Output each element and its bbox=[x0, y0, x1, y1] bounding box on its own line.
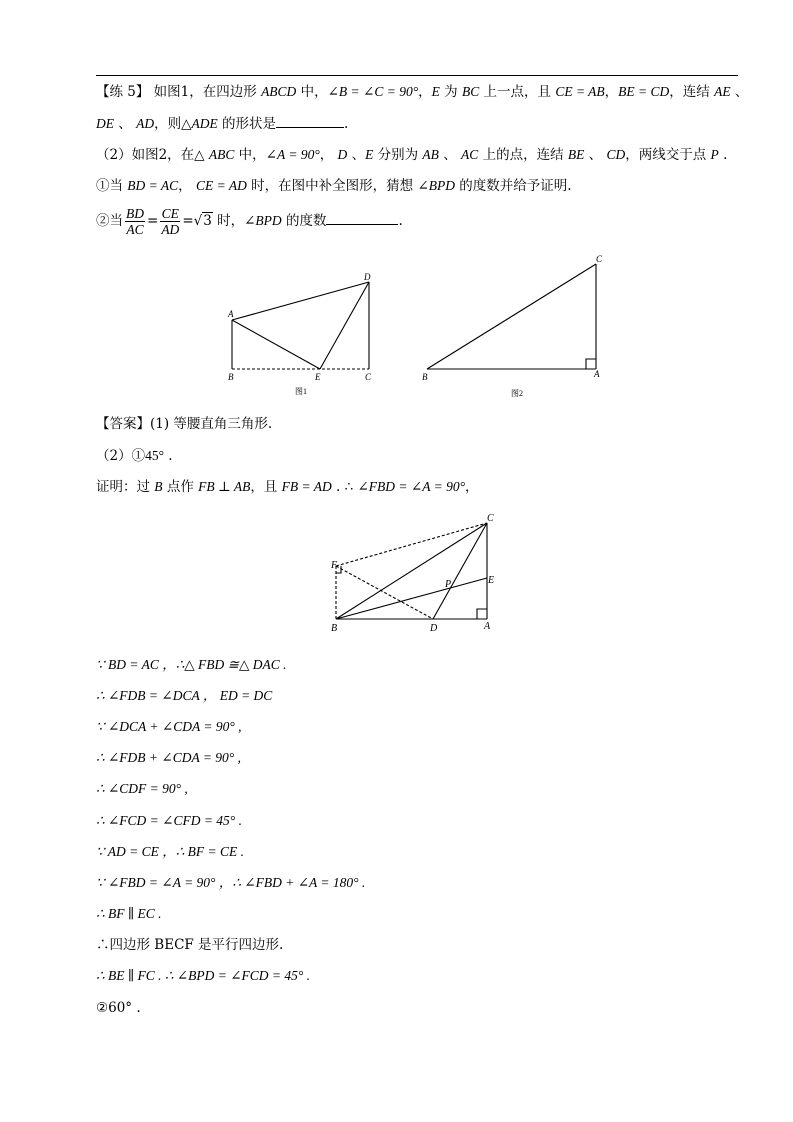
math: FB = AD bbox=[281, 479, 332, 494]
segment-ed bbox=[320, 282, 369, 369]
label-c: C bbox=[596, 254, 603, 264]
text: ， bbox=[178, 178, 196, 194]
problem-line-2 bbox=[96, 115, 348, 133]
text: 时，在图中补全图形，猜想 bbox=[246, 178, 418, 194]
answer-part-2: ②60° . bbox=[96, 1000, 141, 1016]
right-angle-mark bbox=[586, 359, 596, 369]
proof-step-2: ∴ ∠FDB = ∠DCA ， ED = DC bbox=[96, 688, 273, 703]
numerator: CE bbox=[161, 206, 179, 221]
text: 的形状是 bbox=[217, 116, 277, 132]
text: . ∴ bbox=[331, 479, 358, 495]
text: ①当 bbox=[96, 178, 128, 194]
math: BE bbox=[567, 147, 585, 162]
text: 上的点，连结 bbox=[478, 147, 568, 163]
figure-1-caption: 图1 bbox=[295, 387, 307, 396]
label-e: E bbox=[488, 575, 495, 586]
segment-ad bbox=[232, 282, 369, 320]
math: ADE bbox=[191, 116, 218, 131]
segment-fc-dashed bbox=[336, 523, 487, 566]
text: . bbox=[164, 448, 173, 464]
math: D bbox=[337, 147, 348, 162]
radicand: 3 bbox=[203, 213, 212, 229]
math: AE bbox=[714, 84, 731, 99]
math: 45° bbox=[145, 448, 164, 463]
right-angle-mark bbox=[477, 609, 487, 619]
math: P bbox=[710, 147, 719, 162]
math: FB ⊥ AB bbox=[198, 479, 251, 494]
text: 上一点，且 bbox=[479, 84, 556, 100]
math: E bbox=[365, 147, 374, 162]
text: 、 bbox=[438, 147, 462, 163]
math: CE = AB bbox=[555, 84, 605, 99]
radical-sign: √ bbox=[193, 213, 203, 229]
text: 、 bbox=[114, 116, 137, 132]
text: ②当 bbox=[96, 213, 123, 229]
numerator: BD bbox=[126, 206, 144, 221]
label-a: A bbox=[228, 309, 234, 319]
figure-3 bbox=[320, 510, 520, 640]
text: 中， bbox=[234, 147, 266, 163]
segment-bc bbox=[427, 264, 596, 369]
answer-blank bbox=[276, 115, 344, 128]
text: 时， bbox=[212, 213, 245, 229]
math: DE bbox=[96, 116, 114, 131]
text: . bbox=[398, 213, 403, 229]
problem-line-1 bbox=[96, 83, 748, 101]
equals: = bbox=[147, 213, 159, 229]
denominator: AD bbox=[161, 222, 180, 237]
text: 点作 bbox=[162, 479, 199, 495]
text: ， bbox=[604, 84, 619, 100]
math: E bbox=[431, 84, 440, 99]
fraction-bd-ac bbox=[125, 206, 145, 237]
text: . bbox=[718, 147, 728, 163]
label-d: D bbox=[364, 272, 371, 282]
text: ，两线交于点 bbox=[625, 147, 711, 163]
answer-line-2 bbox=[96, 447, 173, 465]
figure-2 bbox=[415, 250, 615, 400]
segment-fd-dashed bbox=[336, 566, 433, 619]
label-a: A bbox=[594, 369, 600, 379]
math: ABC bbox=[208, 147, 235, 162]
text: 中， bbox=[296, 84, 328, 100]
label-e: E bbox=[315, 372, 321, 382]
text: 证明：过 bbox=[96, 479, 155, 495]
text: ， bbox=[465, 479, 479, 495]
label-f: F bbox=[331, 560, 338, 571]
label-c: C bbox=[487, 513, 494, 524]
label-c: C bbox=[365, 372, 372, 382]
denominator: AC bbox=[126, 222, 144, 237]
equals: = bbox=[182, 213, 194, 229]
label-b: B bbox=[228, 372, 234, 382]
math: AC bbox=[461, 147, 479, 162]
proof-step-1: ∵ BD = AC ，∴△ FBD ≅△ DAC . bbox=[96, 657, 287, 672]
text: 、 bbox=[730, 84, 749, 100]
answer-blank bbox=[326, 212, 398, 225]
top-rule bbox=[96, 75, 738, 76]
problem-line-4 bbox=[96, 177, 572, 195]
figure-2-caption: 图2 bbox=[511, 389, 523, 398]
math: CD bbox=[606, 147, 626, 162]
text: 、 bbox=[584, 147, 607, 163]
text: （2）① bbox=[96, 448, 146, 464]
segment-dc bbox=[433, 523, 487, 619]
text: 的度数并给予证明. bbox=[455, 178, 572, 194]
math: ∠BPD bbox=[417, 178, 455, 193]
label-d: D bbox=[430, 623, 438, 634]
label-a: A bbox=[484, 621, 491, 632]
text: ， bbox=[418, 84, 432, 100]
segment-bc bbox=[336, 523, 487, 619]
proof-step-11: ∴ BE ∥ FC . ∴ ∠BPD = ∠FCD = 45° . bbox=[96, 968, 311, 983]
sqrt-3 bbox=[194, 212, 213, 229]
label-b: B bbox=[422, 372, 428, 382]
proof-step-7: ∵ AD = CE ，∴ BF = CE . bbox=[96, 844, 245, 859]
fraction-ce-ad bbox=[160, 206, 180, 237]
math: BC bbox=[461, 84, 480, 99]
proof-step-10: ∴四边形 BECF 是平行四边形. bbox=[96, 937, 284, 953]
text: 为 bbox=[439, 84, 462, 100]
text: ，连结 bbox=[669, 84, 715, 100]
math: B bbox=[154, 479, 163, 494]
segment-be bbox=[336, 578, 487, 619]
text: （2）如图2，在△ bbox=[96, 147, 209, 163]
proof-step-9: ∴ BF ∥ EC . bbox=[96, 906, 162, 921]
text: 【答案】(1) 等腰直角三角形. bbox=[96, 416, 273, 432]
math: AD bbox=[136, 116, 155, 131]
math: ∠B = ∠C = 90° bbox=[327, 84, 419, 99]
text: 、 bbox=[347, 147, 366, 163]
math: BD = AC bbox=[127, 178, 179, 193]
proof-step-5: ∴ ∠CDF = 90° , bbox=[96, 781, 188, 796]
problem-line-3 bbox=[96, 146, 727, 164]
figure-1 bbox=[220, 265, 400, 415]
math: ∠A = 90° bbox=[265, 147, 320, 162]
proof-step-8: ∵ ∠FBD = ∠A = 90° ，∴ ∠FBD + ∠A = 180° . bbox=[96, 875, 366, 890]
problem-line-5 bbox=[96, 205, 403, 237]
text: ，则△ bbox=[154, 116, 192, 132]
text: 【练 5】 如图1，在四边形 bbox=[96, 84, 262, 100]
math: ABCD bbox=[261, 84, 297, 99]
proof-step-6: ∴ ∠FCD = ∠CFD = 45° . bbox=[96, 813, 242, 828]
label-b: B bbox=[331, 623, 338, 634]
label-p: P bbox=[445, 579, 452, 590]
text: . bbox=[344, 116, 349, 132]
math: AB bbox=[422, 147, 439, 162]
text: 分别为 bbox=[373, 147, 423, 163]
segment-ae bbox=[232, 320, 320, 369]
answer-proof-line bbox=[96, 478, 479, 496]
math: ∠FBD = ∠A = 90° bbox=[357, 479, 465, 494]
answer-line-1 bbox=[96, 415, 272, 433]
math: BE = CD bbox=[618, 84, 670, 99]
proof-step-3: ∵ ∠DCA + ∠CDA = 90° , bbox=[96, 719, 242, 734]
proof-step-4: ∴ ∠FDB + ∠CDA = 90° , bbox=[96, 750, 241, 765]
math: ∠BPD bbox=[244, 213, 282, 228]
text: ， bbox=[319, 147, 338, 163]
math: CE = AD bbox=[195, 178, 247, 193]
text: ，且 bbox=[250, 479, 282, 495]
text: 的度数 bbox=[281, 213, 327, 229]
